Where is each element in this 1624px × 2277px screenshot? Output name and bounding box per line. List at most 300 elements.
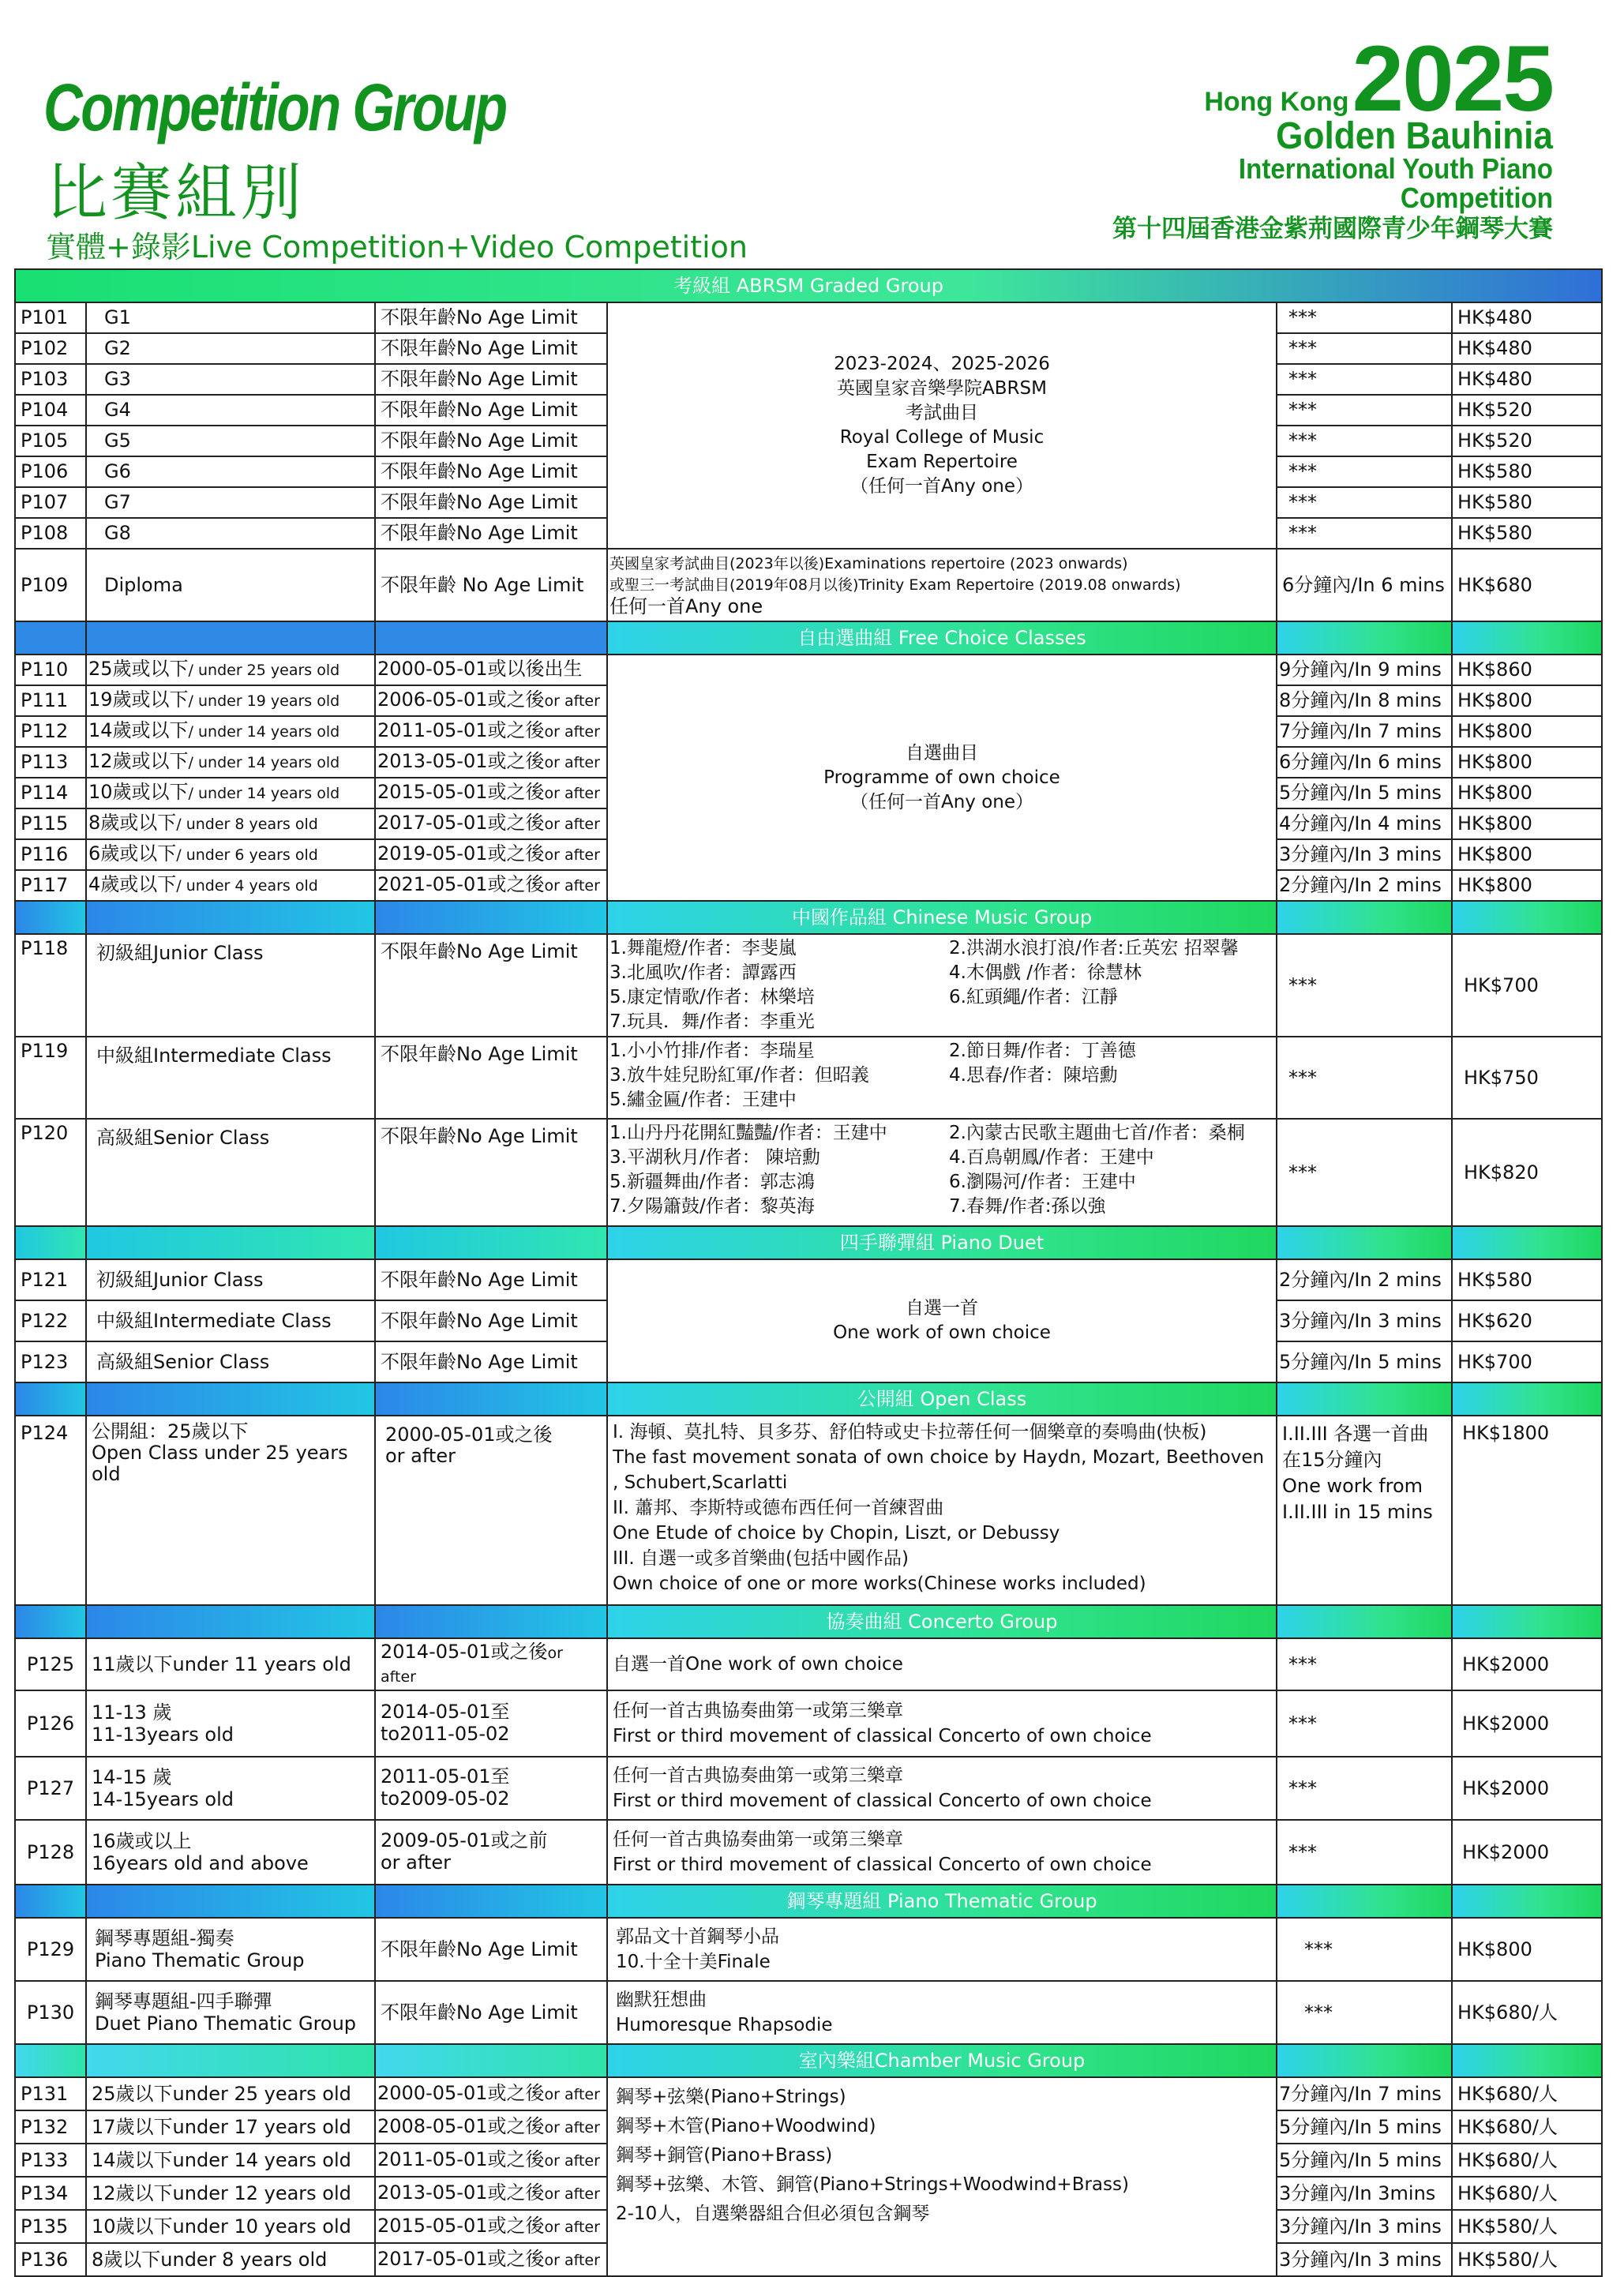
brand-hong-kong: Hong Kong xyxy=(1204,87,1349,117)
table-cell: 3分鐘內/In 3 mins xyxy=(1277,1300,1452,1341)
cell-text: or after xyxy=(544,877,600,895)
cell-text: or after xyxy=(544,2218,600,2236)
cell-text: 2000-05-01或之後 xyxy=(377,2081,545,2104)
repertoire-line: 英國皇家考試曲目(2023年以後)Examinations repertoire (2023 onwards) xyxy=(609,554,1128,572)
section-header: 考級組 ABRSM Graded Group xyxy=(15,269,1602,302)
table-cell: 6分鐘內/In 6 mins xyxy=(1277,549,1452,621)
cell-text: 2017-05-01或之後 xyxy=(377,812,545,834)
section-header: 中國作品組 Chinese Music Group xyxy=(607,901,1277,934)
table-cell xyxy=(375,1382,607,1416)
table-cell xyxy=(375,747,607,778)
repertoire-cell: 郭品文十首鋼琴小品 10.十全十美Finale xyxy=(607,1918,1277,1981)
cell-text: 2015-05-01或之後 xyxy=(377,781,545,803)
table-cell: 初級組Junior Class xyxy=(86,934,375,1037)
table-cell: I.II.III 各選一首曲 在15分鐘內 One work from I.II.III in 15 mins xyxy=(1277,1416,1452,1605)
fee: HK$680/人 xyxy=(1452,2177,1602,2210)
table-cell: 不限年齡No Age Limit xyxy=(375,1918,607,1981)
cell-text: or after xyxy=(544,2151,600,2170)
section-abrsm xyxy=(15,269,1602,302)
section-free xyxy=(15,621,1602,655)
brand-line3: Competition xyxy=(1400,182,1553,214)
class-code: P118 xyxy=(15,934,86,1037)
cell-text: 12歲或以下 xyxy=(88,750,189,772)
table-cell xyxy=(15,1226,86,1259)
class-code: P119 xyxy=(15,1037,86,1119)
class-code: P125 xyxy=(15,1638,86,1690)
competition-table xyxy=(14,268,1603,2277)
repertoire-right: 2.洪湖水浪打浪/作者:丘英宏 招翠馨 4.木偶戲 /作者：徐慧林 6.紅頭繩/作者：江靜 xyxy=(949,938,1239,1007)
table-cell xyxy=(375,1885,607,1918)
repertoire-line: 2-10人，自選樂器組合但必須包含鋼琴 xyxy=(616,2204,930,2224)
table-cell: *** xyxy=(1277,1981,1452,2044)
table-cell xyxy=(86,655,375,685)
table-cell: *** xyxy=(1277,333,1452,364)
table-cell: G8 xyxy=(86,518,375,549)
cell-text: / under 6 years old xyxy=(176,846,318,864)
concerto-row xyxy=(15,1690,1602,1757)
table-cell xyxy=(86,870,375,901)
repertoire-list xyxy=(609,936,1274,1034)
cell-text: 10歲或以下 xyxy=(88,781,189,803)
class-code: P120 xyxy=(15,1119,86,1226)
table-cell: 5分鐘內/In 5 mins xyxy=(1277,1341,1452,1382)
class-code: P114 xyxy=(15,778,86,808)
table-cell xyxy=(1277,2044,1452,2077)
table-cell xyxy=(375,901,607,934)
repertoire-line: 鋼琴+弦樂、木管、銅管(Piano+Strings+Woodwind+Brass) xyxy=(616,2174,1129,2195)
fee: HK$800 xyxy=(1452,685,1602,716)
table-cell: 25歲以下under 25 years old xyxy=(86,2077,375,2110)
cell-text: 2014-05-01或之後 xyxy=(381,1641,548,1663)
table-cell: 不限年齡No Age Limit xyxy=(375,1259,607,1300)
table-cell: 不限年齡No Age Limit xyxy=(375,1341,607,1382)
fee: HK$800 xyxy=(1452,870,1602,901)
repertoire-cell: 2023-2024、2025-2026 英國皇家音樂學院ABRSM 考試曲目 Royal College of Music Exam Repertoire （任何一首Any one） xyxy=(607,302,1277,549)
class-code: P106 xyxy=(15,456,86,487)
fee: HK$680/人 xyxy=(1452,2110,1602,2144)
class-code: P126 xyxy=(15,1690,86,1757)
section-concerto xyxy=(15,1605,1602,1638)
repertoire-right: 2.節日舞/作者：丁善德 4.思春/作者：陳培勳 xyxy=(949,1041,1136,1086)
fee: HK$2000 xyxy=(1452,1757,1602,1820)
table-cell: 16歲或以上 16years old and above xyxy=(86,1820,375,1885)
table-cell: 2分鐘內/In 2 mins xyxy=(1277,1259,1452,1300)
table-cell: 8歲以下under 8 years old xyxy=(86,2243,375,2276)
table-cell xyxy=(1452,2044,1602,2077)
table-cell: *** xyxy=(1277,934,1452,1037)
class-code: P108 xyxy=(15,518,86,549)
fee: HK$800 xyxy=(1452,808,1602,839)
fee: HK$680 xyxy=(1452,549,1602,621)
repertoire-left: 1.小小竹排/作者：李瑞星 3.放牛娃兒盼紅軍/作者：但昭義 5.繡金匾/作者：王建中 xyxy=(609,1041,869,1110)
fee: HK$2000 xyxy=(1452,1820,1602,1885)
table-cell: 不限年齡No Age Limit xyxy=(375,518,607,549)
page-subtitle: 實體+錄影Live Competition+Video Competition xyxy=(46,230,748,264)
table-cell xyxy=(1277,1382,1452,1416)
table-cell: 不限年齡No Age Limit xyxy=(375,1981,607,2044)
cell-text: / under 8 years old xyxy=(176,816,318,833)
table-cell: *** xyxy=(1277,1037,1452,1119)
section-header: 公開組 Open Class xyxy=(607,1382,1277,1416)
fee: HK$800 xyxy=(1452,839,1602,870)
fee: HK$520 xyxy=(1452,426,1602,456)
section-chamber xyxy=(15,2044,1602,2077)
table-cell: 9分鐘內/In 9 mins xyxy=(1277,655,1452,685)
table-cell: 不限年齡No Age Limit xyxy=(375,1037,607,1119)
table-cell xyxy=(86,2044,375,2077)
section-header: 鋼琴專題組 Piano Thematic Group xyxy=(607,1885,1277,1918)
cell-text: 8歲或以下 xyxy=(88,812,177,834)
cell-text: / under 19 years old xyxy=(188,692,340,710)
repertoire-cell: 任何一首古典協奏曲第一或第三樂章 First or third movement of classical Concerto of own choice xyxy=(607,1757,1277,1820)
table-cell xyxy=(1277,621,1452,655)
table-cell xyxy=(375,1820,607,1885)
page-title-zh: 比賽組別 xyxy=(46,158,306,229)
table-cell xyxy=(86,621,375,655)
cell-text: 2009-05-01或之前 or after xyxy=(381,1829,548,1874)
table-cell xyxy=(15,1885,86,1918)
class-code: P133 xyxy=(15,2144,86,2177)
repertoire-cell: 自選一首One work of own choice xyxy=(607,1638,1277,1690)
table-cell: 高級組Senior Class xyxy=(86,1341,375,1382)
table-cell: 鋼琴專題組-獨奏 Piano Thematic Group xyxy=(86,1918,375,1981)
table-cell xyxy=(1452,1382,1602,1416)
cell-text: 2000-05-01或以後出生 xyxy=(377,658,583,680)
fee: HK$700 xyxy=(1452,1341,1602,1382)
table-cell: 不限年齡No Age Limit xyxy=(375,487,607,518)
table-cell: *** xyxy=(1277,1690,1452,1757)
table-cell xyxy=(86,1382,375,1416)
cell-text: or after xyxy=(544,2185,600,2203)
class-code: P115 xyxy=(15,808,86,839)
table-cell: 不限年齡No Age Limit xyxy=(375,1119,607,1226)
section-header: 自由選曲組 Free Choice Classes xyxy=(607,621,1277,655)
cell-text: / under 14 years old xyxy=(188,785,340,802)
table-cell: 6分鐘內/In 6 mins xyxy=(1277,747,1452,778)
cell-text: 2008-05-01或之後 xyxy=(377,2114,545,2137)
table-cell xyxy=(86,1605,375,1638)
repertoire-cell: 自選一首 One work of own choice xyxy=(607,1259,1277,1382)
cell-text: or after xyxy=(544,846,600,864)
table-cell xyxy=(375,2044,607,2077)
chinese-row xyxy=(15,1037,1602,1119)
table-cell xyxy=(375,870,607,901)
fee: HK$480 xyxy=(1452,364,1602,395)
fee: HK$580 xyxy=(1452,518,1602,549)
table-cell: 11-13 歲 11-13years old xyxy=(86,1690,375,1757)
cell-text: / under 4 years old xyxy=(176,877,318,895)
table-cell: 7分鐘內/In 7 mins xyxy=(1277,716,1452,747)
cell-text: or after xyxy=(544,723,600,741)
repertoire-list xyxy=(609,1121,1274,1219)
class-code: P104 xyxy=(15,395,86,426)
table-cell: 不限年齡No Age Limit xyxy=(375,934,607,1037)
table-cell xyxy=(1452,1226,1602,1259)
table-cell: 11歲以下under 11 years old xyxy=(86,1638,375,1690)
cell-text: 25歲或以下 xyxy=(88,658,189,680)
chinese-row xyxy=(15,934,1602,1037)
repertoire-line: 任何一首Any one xyxy=(609,595,763,617)
cell-text: or after xyxy=(544,785,600,802)
class-code: P132 xyxy=(15,2110,86,2144)
table-cell: G6 xyxy=(86,456,375,487)
cell-text: 4歲或以下 xyxy=(88,873,177,895)
table-cell: 鋼琴專題組-四手聯彈 Duet Piano Thematic Group xyxy=(86,1981,375,2044)
section-header: 室內樂組Chamber Music Group xyxy=(607,2044,1277,2077)
fee: HK$1800 xyxy=(1452,1416,1602,1605)
table-cell: 不限年齡No Age Limit xyxy=(375,364,607,395)
table-cell xyxy=(15,901,86,934)
repertoire-left: 1.山丹丹花開紅豔豔/作者：王建中 3.平湖秋月/作者： 陳培勳 5.新疆舞曲/作者：郭志鴻 7.夕陽簫鼓/作者：黎英海 xyxy=(609,1123,887,1217)
table-cell: 4分鐘內/In 4 mins xyxy=(1277,808,1452,839)
fee: HK$480 xyxy=(1452,333,1602,364)
fee: HK$580 xyxy=(1452,456,1602,487)
table-cell xyxy=(375,685,607,716)
table-cell xyxy=(15,2044,86,2077)
table-cell xyxy=(375,2243,607,2276)
repertoire-cell xyxy=(607,1119,1277,1226)
repertoire-cell: 幽默狂想曲 Humoresque Rhapsodie xyxy=(607,1981,1277,2044)
class-code: P109 xyxy=(15,549,86,621)
concerto-row xyxy=(15,1757,1602,1820)
abrsm-row xyxy=(15,302,1602,333)
class-code: P127 xyxy=(15,1757,86,1820)
fee: HK$680/人 xyxy=(1452,1981,1602,2044)
table-cell: 初級組Junior Class xyxy=(86,1259,375,1300)
abrsm-diploma-row xyxy=(15,549,1602,621)
chamber-row xyxy=(15,2077,1602,2110)
thematic-row xyxy=(15,1981,1602,2044)
fee: HK$2000 xyxy=(1452,1638,1602,1690)
class-code: P123 xyxy=(15,1341,86,1382)
cell-text: 2015-05-01或之後 xyxy=(377,2214,545,2237)
fee: HK$2000 xyxy=(1452,1690,1602,1757)
fee: HK$800 xyxy=(1452,716,1602,747)
cell-text: or after xyxy=(544,816,600,833)
table-cell: 不限年齡No Age Limit xyxy=(375,333,607,364)
cell-text: 2013-05-01或之後 xyxy=(377,2181,545,2204)
table-cell xyxy=(375,778,607,808)
section-header: 四手聯彈組 Piano Duet xyxy=(607,1226,1277,1259)
fee: HK$860 xyxy=(1452,655,1602,685)
fee: HK$700 xyxy=(1452,934,1602,1037)
fee: HK$620 xyxy=(1452,1300,1602,1341)
section-open xyxy=(15,1382,1602,1416)
cell-text: 2011-05-01至 to2009-05-02 xyxy=(381,1765,510,1810)
table-cell xyxy=(375,1605,607,1638)
table-cell xyxy=(375,2110,607,2144)
open-row xyxy=(15,1416,1602,1605)
repertoire-line: 或聖三一考試曲目(2019年08月以後)Trinity Exam Repertoire (2019.08 onwards) xyxy=(609,576,1181,594)
concerto-row xyxy=(15,1820,1602,1885)
section-header: 協奏曲組 Concerto Group xyxy=(607,1605,1277,1638)
table-cell xyxy=(375,655,607,685)
table-cell: G5 xyxy=(86,426,375,456)
table-cell: 8分鐘內/In 8 mins xyxy=(1277,685,1452,716)
table-cell xyxy=(375,1757,607,1820)
table-cell xyxy=(375,839,607,870)
table-cell xyxy=(86,839,375,870)
cell-text: or after xyxy=(544,2118,600,2136)
fee: HK$680/人 xyxy=(1452,2077,1602,2110)
table-cell: 公開組：25歲以下 Open Class under 25 years old xyxy=(86,1416,375,1605)
duet-row xyxy=(15,1259,1602,1300)
table-cell: *** xyxy=(1277,1119,1452,1226)
free-row xyxy=(15,655,1602,685)
class-code: P131 xyxy=(15,2077,86,2110)
fee: HK$580 xyxy=(1452,1259,1602,1300)
table-cell: 不限年齡No Age Limit xyxy=(375,456,607,487)
table-cell: 中級組Intermediate Class xyxy=(86,1300,375,1341)
table-cell: 高級組Senior Class xyxy=(86,1119,375,1226)
table-cell: 5分鐘內/In 5 mins xyxy=(1277,2144,1452,2177)
repertoire-cell: 任何一首古典協奏曲第一或第三樂章 First or third movement of classical Concerto of own choice xyxy=(607,1820,1277,1885)
class-code: P130 xyxy=(15,1981,86,2044)
table-cell: 14歲以下under 14 years old xyxy=(86,2144,375,2177)
table-cell xyxy=(375,621,607,655)
fee: HK$580/人 xyxy=(1452,2243,1602,2276)
class-code: P112 xyxy=(15,716,86,747)
cell-text: 2019-05-01或之後 xyxy=(377,842,545,865)
section-thematic xyxy=(15,1885,1602,1918)
cell-text: 2014-05-01至 to2011-05-02 xyxy=(381,1701,510,1745)
brand-line2: International Youth Piano xyxy=(1238,152,1553,185)
table-cell xyxy=(1277,1885,1452,1918)
table-cell xyxy=(375,1226,607,1259)
cell-text: or after xyxy=(544,692,600,710)
section-duet xyxy=(15,1226,1602,1259)
fee: HK$800 xyxy=(1452,1918,1602,1981)
repertoire-cell xyxy=(607,549,1277,621)
repertoire-line: 鋼琴+木管(Piano+Woodwind) xyxy=(616,2116,876,2136)
thematic-row xyxy=(15,1918,1602,1981)
cell-text: 2017-05-01或之後 xyxy=(377,2247,545,2270)
table-cell xyxy=(15,1382,86,1416)
table-cell: 12歲以下under 12 years old xyxy=(86,2177,375,2210)
table-cell xyxy=(1277,1226,1452,1259)
table-cell: 17歲以下under 17 years old xyxy=(86,2110,375,2144)
table-cell: 3分鐘內/In 3mins xyxy=(1277,2177,1452,2210)
class-code: P136 xyxy=(15,2243,86,2276)
table-cell xyxy=(86,808,375,839)
table-cell: *** xyxy=(1277,518,1452,549)
table-cell xyxy=(86,1885,375,1918)
class-code: P107 xyxy=(15,487,86,518)
table-cell xyxy=(15,621,86,655)
table-cell xyxy=(375,2177,607,2210)
repertoire-cell xyxy=(607,934,1277,1037)
table-cell: G4 xyxy=(86,395,375,426)
table-cell: G1 xyxy=(86,302,375,333)
cell-text: 2013-05-01或之後 xyxy=(377,750,545,772)
cell-text: 14歲或以下 xyxy=(88,719,189,741)
brand-line1: Golden Bauhinia xyxy=(1276,115,1553,157)
cell-text: or after xyxy=(544,754,600,771)
table-cell: *** xyxy=(1277,426,1452,456)
table-cell: 3分鐘內/In 3 mins xyxy=(1277,2210,1452,2243)
table-cell: G7 xyxy=(86,487,375,518)
table-cell: *** xyxy=(1277,395,1452,426)
class-code: P102 xyxy=(15,333,86,364)
fee: HK$800 xyxy=(1452,778,1602,808)
class-code: P129 xyxy=(15,1918,86,1981)
table-cell xyxy=(1452,1605,1602,1638)
table-cell: *** xyxy=(1277,1757,1452,1820)
class-code: P122 xyxy=(15,1300,86,1341)
class-code: P101 xyxy=(15,302,86,333)
table-cell: *** xyxy=(1277,456,1452,487)
table-cell xyxy=(375,1638,607,1690)
cell-text: or after xyxy=(544,2085,600,2103)
table-cell: 不限年齡No Age Limit xyxy=(375,426,607,456)
table-cell xyxy=(1452,621,1602,655)
table-cell xyxy=(86,1226,375,1259)
table-cell xyxy=(375,2077,607,2110)
table-cell: *** xyxy=(1277,487,1452,518)
class-code: P121 xyxy=(15,1259,86,1300)
cell-text: 2021-05-01或之後 xyxy=(377,873,545,895)
table-cell xyxy=(15,1605,86,1638)
cell-text: 2011-05-01或之後 xyxy=(377,2148,545,2170)
table-cell xyxy=(375,1690,607,1757)
table-cell xyxy=(86,778,375,808)
repertoire-line: 鋼琴+銅管(Piano+Brass) xyxy=(616,2145,833,2166)
repertoire-right: 2.內蒙古民歌主題曲七首/作者：桑桐 4.百鳥朝鳳/作者：王建中 6.瀏陽河/作者：王建中 7.春舞/作者:孫以強 xyxy=(949,1123,1245,1217)
class-code: P105 xyxy=(15,426,86,456)
table-cell: 中級組Intermediate Class xyxy=(86,1037,375,1119)
table-cell: 不限年齡 No Age Limit xyxy=(375,549,607,621)
table-cell: G3 xyxy=(86,364,375,395)
class-code: P103 xyxy=(15,364,86,395)
table-cell: 5分鐘內/In 5 mins xyxy=(1277,2110,1452,2144)
table-cell xyxy=(86,685,375,716)
table-cell: 7分鐘內/In 7 mins xyxy=(1277,2077,1452,2110)
table-cell: *** xyxy=(1277,1638,1452,1690)
table-cell: 2分鐘內/In 2 mins xyxy=(1277,870,1452,901)
brand-zh: 第十四屆香港金紫荊國際青少年鋼琴大賽 xyxy=(1112,215,1553,243)
class-code: P113 xyxy=(15,747,86,778)
page-title-en: Competition Group xyxy=(43,70,506,144)
fee: HK$750 xyxy=(1452,1037,1602,1119)
table-cell: G2 xyxy=(86,333,375,364)
cell-text: / under 25 years old xyxy=(188,662,340,679)
table-cell: 5分鐘內/In 5 mins xyxy=(1277,778,1452,808)
table-cell xyxy=(1452,1885,1602,1918)
table-cell: 不限年齡No Age Limit xyxy=(375,302,607,333)
class-code: P117 xyxy=(15,870,86,901)
repertoire-cell: I. 海頓、莫扎特、貝多芬、舒伯特或史卡拉蒂任何一個樂章的奏鳴曲(快板) The fast movement sonata of own choice by Haydn, Mozart, Beethoven , Schubert,Scarlatti II. 蕭邦、李斯特或德布西任何一首練習曲 One Etude of choice by Chopin, Liszt, or Debussy III. 自選一或多首樂曲(包括中國作品) Own choice of one or more works(Chinese works included) xyxy=(607,1416,1277,1605)
table-cell xyxy=(375,2210,607,2243)
class-code: P135 xyxy=(15,2210,86,2243)
table-cell xyxy=(86,901,375,934)
fee: HK$580/人 xyxy=(1452,2210,1602,2243)
repertoire-cell: 任何一首古典協奏曲第一或第三樂章 First or third movement of classical Concerto of own choice xyxy=(607,1690,1277,1757)
table-cell: 不限年齡No Age Limit xyxy=(375,395,607,426)
fee: HK$800 xyxy=(1452,747,1602,778)
chinese-row xyxy=(15,1119,1602,1226)
cell-text: or after xyxy=(381,1645,563,1686)
fee: HK$480 xyxy=(1452,302,1602,333)
cell-text: 6歲或以下 xyxy=(88,842,177,865)
repertoire-cell xyxy=(607,1037,1277,1119)
brand-year: 2025 xyxy=(1352,27,1553,131)
table-cell xyxy=(375,716,607,747)
repertoire-line: 鋼琴+弦樂(Piano+Strings) xyxy=(616,2087,846,2107)
fee: HK$680/人 xyxy=(1452,2144,1602,2177)
class-code: P134 xyxy=(15,2177,86,2210)
repertoire-list xyxy=(609,1039,1274,1112)
table-cell: 不限年齡No Age Limit xyxy=(375,1300,607,1341)
